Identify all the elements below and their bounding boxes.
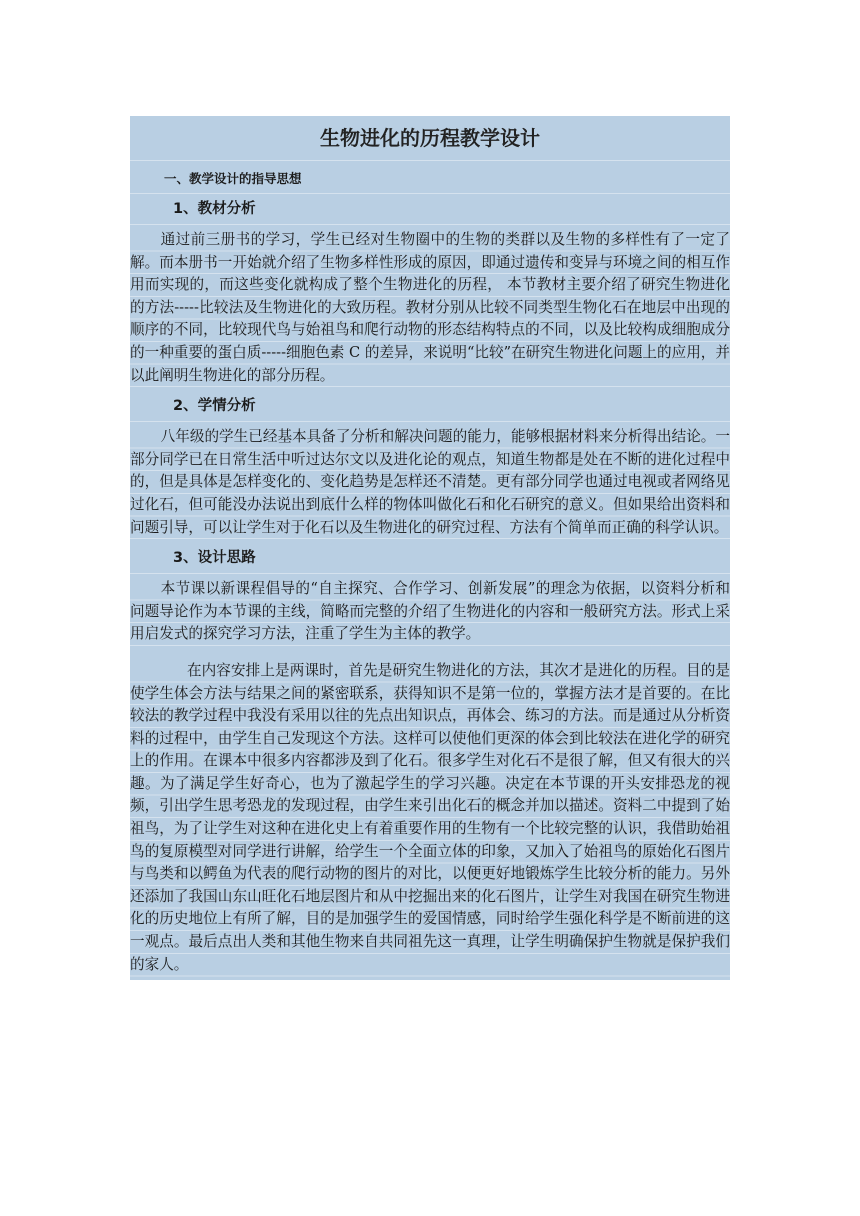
subheading-design-idea: 3、设计思路 [130, 543, 730, 574]
document-title: 生物进化的历程教学设计 [130, 116, 730, 161]
document-page [130, 116, 730, 980]
paragraph-textbook-analysis: 通过前三册书的学习，学生已经对生物圈中的生物的类群以及生物的多样性有了一定了解。而本册书一开始就介绍了生物多样性形成的原因，即通过遗传和变异与环境之间的相互作用而实现的，而这些变化就构成了整个生物进化的历程， 本节教材主要介绍了研究生物进化的方法-----比较法及生物进化的大致历程。教材分别从比较不同类型生物化石在地层中出现的顺序的不同，比较现代鸟与始祖鸟和爬行动物的形态结构特点的不同，以及比较构成细胞成分的一种重要的蛋白质-----细胞色素 C 的差异，来说明“比较”在研究生物进化问题上的应用，并以此阐明生物进化的部分历程。 [130, 225, 730, 391]
subheading-student-analysis: 2、学情分析 [130, 391, 730, 422]
paragraph-student-analysis: 八年级的学生已经基本具备了分析和解决问题的能力，能够根据材料来分析得出结论。一部分同学已在日常生活中听过达尔文以及进化论的观点，知道生物都是处在不断的进化过程中的，但是具体是怎样变化的、变化趋势是怎样还不清楚。更有部分同学也通过电视或者网络见过化石，但可能没办法说出到底什么样的物体叫做化石和化石研究的意义。但如果给出资料和问题引导，可以让学生对于化石以及生物进化的研究过程、方法有个简单而正确的科学认识。 [130, 422, 730, 543]
section-heading-guiding-thought: 一、教学设计的指导思想 [130, 165, 730, 194]
subheading-textbook-analysis: 1、教材分析 [130, 194, 730, 225]
paragraph-design-idea: 本节课以新课程倡导的“自主探究、合作学习、创新发展”的理念为依据，以资料分析和问题导论作为本节课的主线，简略而完整的介绍了生物进化的内容和一般研究方法。形式上采用启发式的探究学习方法，注重了学生为主体的教学。 [130, 574, 730, 650]
paragraph-content-arrangement: 在内容安排上是两课时，首先是研究生物进化的方法，其次才是进化的历程。目的是使学生体会方法与结果之间的紧密联系，获得知识不是第一位的，掌握方法才是首要的。在比较法的教学过程中我没有采用以往的先点出知识点，再体会、练习的方法。而是通过从分析资料的过程中，由学生自己发现这个方法。这样可以使他们更深的体会到比较法在进化学的研究上的作用。在课本中很多内容都涉及到了化石。很多学生对化石不是很了解，但又有很大的兴趣。为了满足学生好奇心，也为了激起学生的学习兴趣。决定在本节课的开头安排恐龙的视频，引出学生思考恐龙的发现过程，由学生来引出化石的概念并加以描述。资料二中提到了始祖鸟，为了让学生对这种在进化史上有着重要作用的生物有一个比较完整的认识，我借助始祖鸟的复原模型对同学进行讲解，给学生一个全面立体的印象，又加入了始祖鸟的原始化石图片与鸟类和以鳄鱼为代表的爬行动物的图片的对比，以便更好地锻炼学生比较分析的能力。另外还添加了我国山东山旺化石地层图片和从中挖掘出来的化石图片，让学生对我国在研究生物进化的历史地位上有所了解，目的是加强学生的爱国情感，同时给学生强化科学是不断前进的这一观点。最后点出人类和其他生物来自共同祖先这一真理，让学生明确保护生物就是保护我们的家人。 [130, 656, 730, 980]
